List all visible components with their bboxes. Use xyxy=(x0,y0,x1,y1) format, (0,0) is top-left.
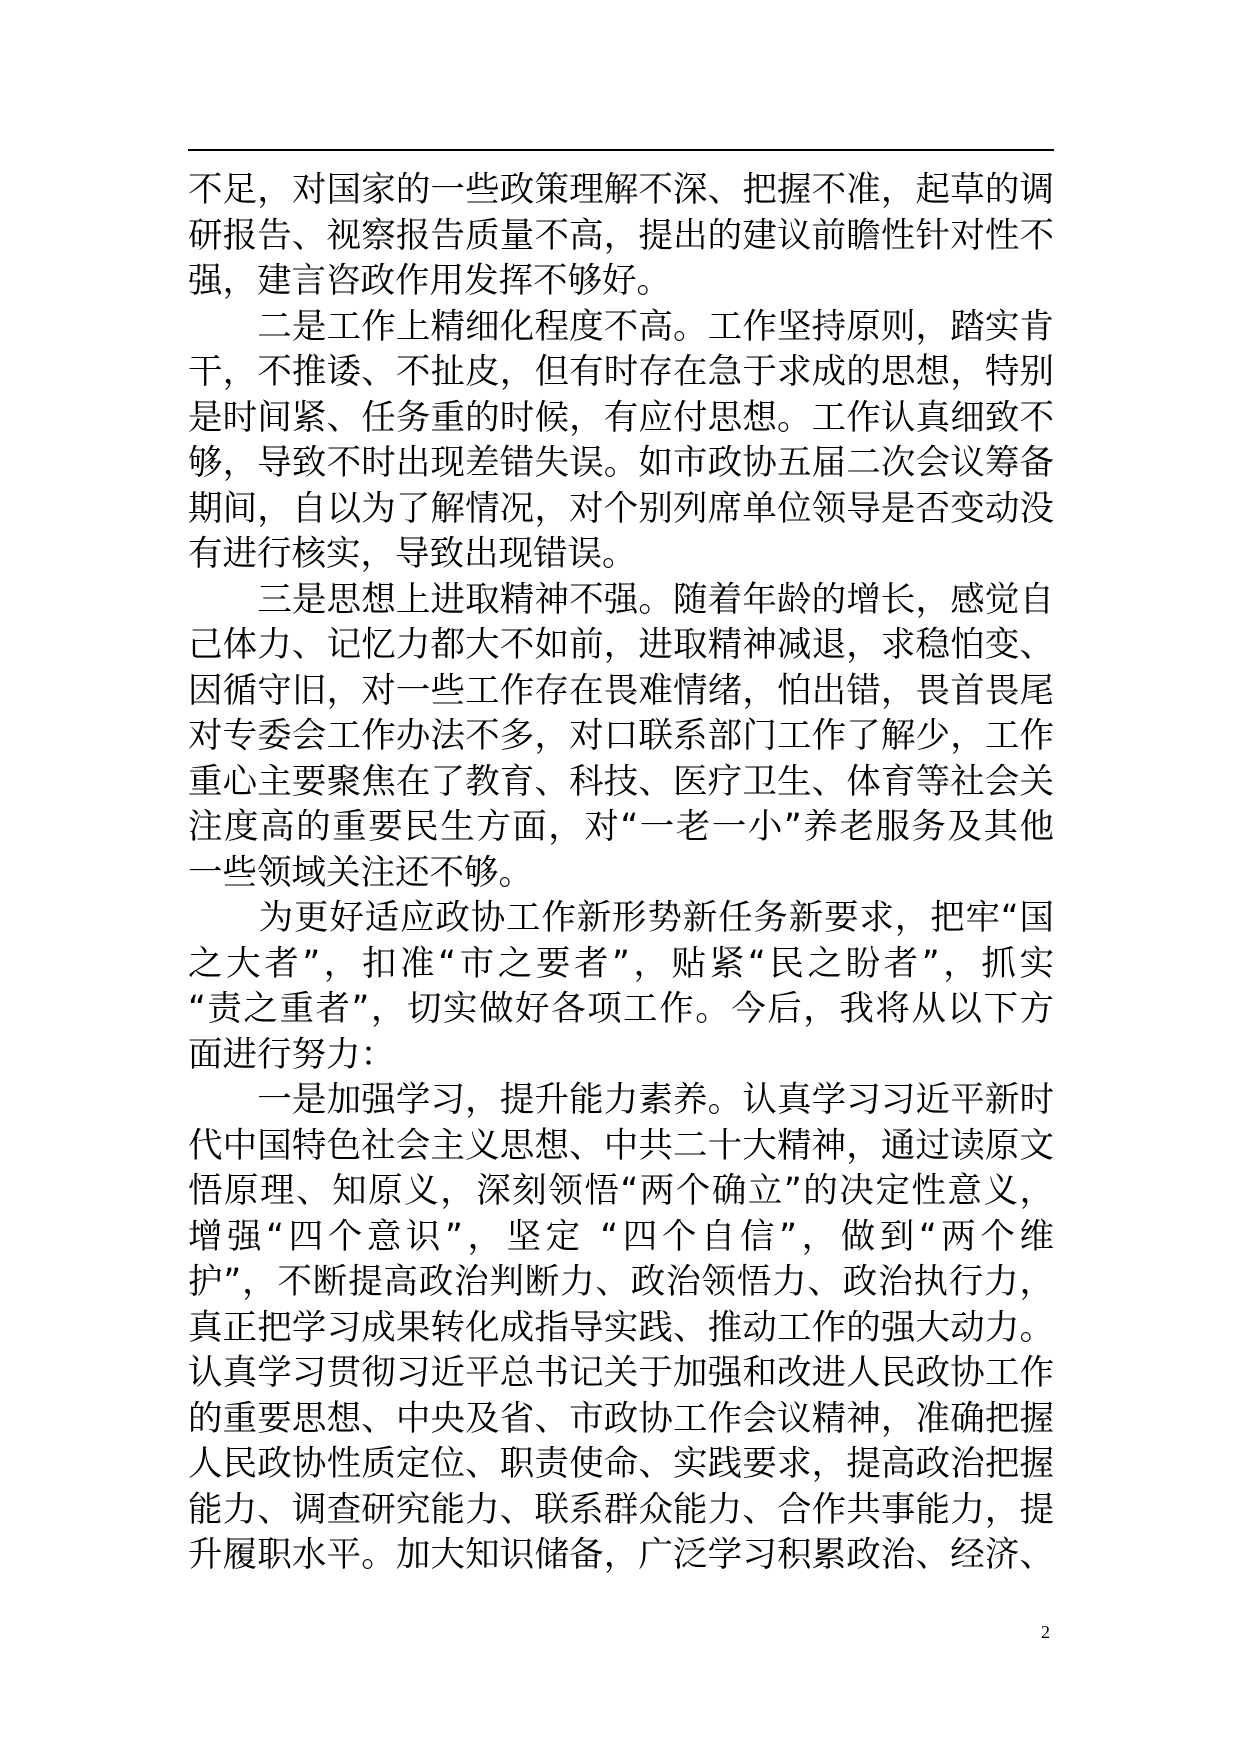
text-line: 认真学习贯彻习近平总书记关于加强和改进人民政协工作 xyxy=(188,1353,1054,1393)
text-line: 人民政协性质定位、职责使命、实践要求，提高政治把握 xyxy=(188,1444,1054,1484)
text-line: 增强“四个意识”，坚定 “四个自信”，做到“两个维 xyxy=(188,1216,1054,1257)
text-line: 对专委会工作办法不多，对口联系部门工作了解少，工作 xyxy=(188,716,1054,756)
text-line: “责之重者”，切实做好各项工作。今后，我将从以下方 xyxy=(188,989,1054,1029)
text-line: 面进行努力： xyxy=(188,1034,395,1075)
text-line: 注度高的重要民生方面，对“一老一小”养老服务及其他 xyxy=(188,807,1054,847)
page-number: 2 xyxy=(1041,1622,1050,1642)
text-line: 能力、调查研究能力、联系群众能力、合作共事能力，提 xyxy=(188,1489,1054,1530)
text-line: 有进行核实，导致出现错误。 xyxy=(188,534,637,574)
text-line: 一些领域关注还不够。 xyxy=(188,852,533,893)
text-line: 三是思想上进取精神不强。随着年龄的增长，感觉自 xyxy=(188,579,1054,620)
text-line: 的重要思想、中央及省、市政协工作会议精神，准确把握 xyxy=(188,1398,1054,1439)
text-line: 强，建言咨政作用发挥不够好。 xyxy=(188,261,671,301)
body-text xyxy=(188,168,1054,1579)
text-line: 不足，对国家的一些政策理解不深、把握不准，起草的调 xyxy=(188,170,1054,210)
text-line: 悟原理、知原义，深刻领悟“两个确立”的决定性意义， xyxy=(188,1171,1054,1211)
text-line: 期间，自以为了解情况，对个别列席单位领导是否变动没 xyxy=(188,488,1054,529)
text-line: 研报告、视察报告质量不高，提出的建议前瞻性针对性不 xyxy=(188,215,1054,256)
text-line: 代中国特色社会主义思想、中共二十大精神，通过读原文 xyxy=(188,1125,1054,1166)
text-line: 干，不推诿、不扯皮，但有时存在急于求成的思想，特别 xyxy=(188,352,1054,392)
text-line: 够，导致不时出现差错失误。如市政协五届二次会议筹备 xyxy=(188,443,1054,483)
text-line: 护”，不断提高政治判断力、政治领悟力、政治执行力， xyxy=(188,1262,1054,1302)
text-line: 真正把学习成果转化成指导实践、推动工作的强大动力。 xyxy=(188,1307,1054,1348)
text-line: 己体力、记忆力都大不如前，进取精神减退，求稳怕变、 xyxy=(188,625,1054,665)
text-line: 升履职水平。加大知识储备，广泛学习积累政治、经济、 xyxy=(188,1535,1054,1575)
text-line: 之大者”，扣准“市之要者”，贴紧“民之盼者”，抓实 xyxy=(188,943,1054,984)
text-line: 二是工作上精细化程度不高。工作坚持原则，踏实肯 xyxy=(188,306,1054,347)
text-line: 为更好适应政协工作新形势新任务新要求，把牢“国 xyxy=(188,898,1054,938)
text-line: 一是加强学习，提升能力素养。认真学习习近平新时 xyxy=(188,1080,1054,1120)
text-line: 因循守旧，对一些工作存在畏难情绪，怕出错，畏首畏尾 xyxy=(188,670,1054,711)
header-rule xyxy=(188,149,1054,151)
text-line: 重心主要聚焦在了教育、科技、医疗卫生、体育等社会关 xyxy=(188,761,1054,802)
text-line: 是时间紧、任务重的时候，有应付思想。工作认真细致不 xyxy=(188,397,1054,438)
